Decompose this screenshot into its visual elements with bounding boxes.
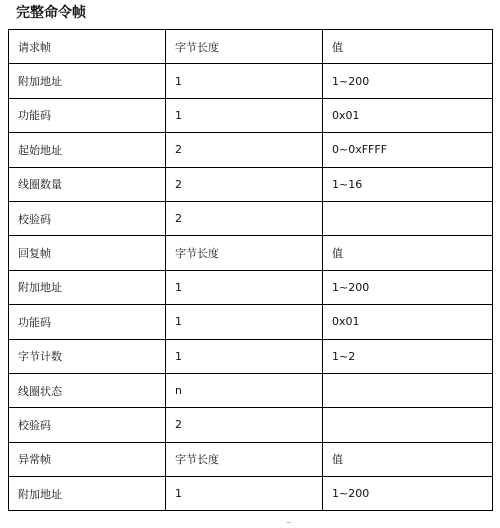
table-row — [9, 339, 493, 373]
field-name-cell: 字节计数 — [9, 339, 166, 373]
value-cell: 0x01 — [323, 305, 493, 339]
byte-length-cell: 2 — [166, 201, 323, 235]
field-name-cell: 异常帧 — [9, 442, 166, 476]
value-cell — [323, 201, 493, 235]
field-name-cell: 线圈数量 — [9, 167, 166, 201]
page-mark: ~ — [286, 519, 292, 527]
value-cell: 0x01 — [323, 98, 493, 132]
byte-length-cell: 字节长度 — [166, 442, 323, 476]
field-name-cell: 线圈状态 — [9, 373, 166, 407]
byte-length-cell: 字节长度 — [166, 236, 323, 270]
value-cell: 值 — [323, 442, 493, 476]
byte-length-cell: n — [166, 373, 323, 407]
field-name-cell: 请求帧 — [9, 30, 166, 64]
value-cell — [323, 373, 493, 407]
field-name-cell: 附加地址 — [9, 270, 166, 304]
value-cell: 1~200 — [323, 477, 493, 511]
value-cell: 1~2 — [323, 339, 493, 373]
table-row — [9, 373, 493, 407]
value-cell: 1~200 — [323, 270, 493, 304]
value-cell: 1~200 — [323, 64, 493, 98]
field-name-cell: 校验码 — [9, 408, 166, 442]
byte-length-cell: 2 — [166, 133, 323, 167]
table-row — [9, 305, 493, 339]
field-name-cell: 校验码 — [9, 201, 166, 235]
byte-length-cell: 1 — [166, 98, 323, 132]
byte-length-cell: 1 — [166, 64, 323, 98]
field-name-cell: 功能码 — [9, 305, 166, 339]
table-row — [9, 270, 493, 304]
table-row — [9, 408, 493, 442]
value-cell: 1~16 — [323, 167, 493, 201]
byte-length-cell: 2 — [166, 408, 323, 442]
value-cell: 值 — [323, 30, 493, 64]
field-name-cell: 起始地址 — [9, 133, 166, 167]
byte-length-cell: 1 — [166, 477, 323, 511]
field-name-cell: 附加地址 — [9, 477, 166, 511]
byte-length-cell: 1 — [166, 339, 323, 373]
command-frame-table — [8, 29, 493, 511]
table-row — [9, 477, 493, 511]
section-header-row — [9, 442, 493, 476]
value-cell — [323, 408, 493, 442]
byte-length-cell: 1 — [166, 305, 323, 339]
table-row — [9, 201, 493, 235]
value-cell: 0~0xFFFF — [323, 133, 493, 167]
field-name-cell: 附加地址 — [9, 64, 166, 98]
table-row — [9, 167, 493, 201]
byte-length-cell: 1 — [166, 270, 323, 304]
value-cell: 值 — [323, 236, 493, 270]
table-row — [9, 64, 493, 98]
section-header-row — [9, 30, 493, 64]
table-row — [9, 98, 493, 132]
section-header-row — [9, 236, 493, 270]
field-name-cell: 功能码 — [9, 98, 166, 132]
page-title: 完整命令帧 — [16, 5, 86, 21]
table-row — [9, 133, 493, 167]
field-name-cell: 回复帧 — [9, 236, 166, 270]
byte-length-cell: 2 — [166, 167, 323, 201]
byte-length-cell: 字节长度 — [166, 30, 323, 64]
